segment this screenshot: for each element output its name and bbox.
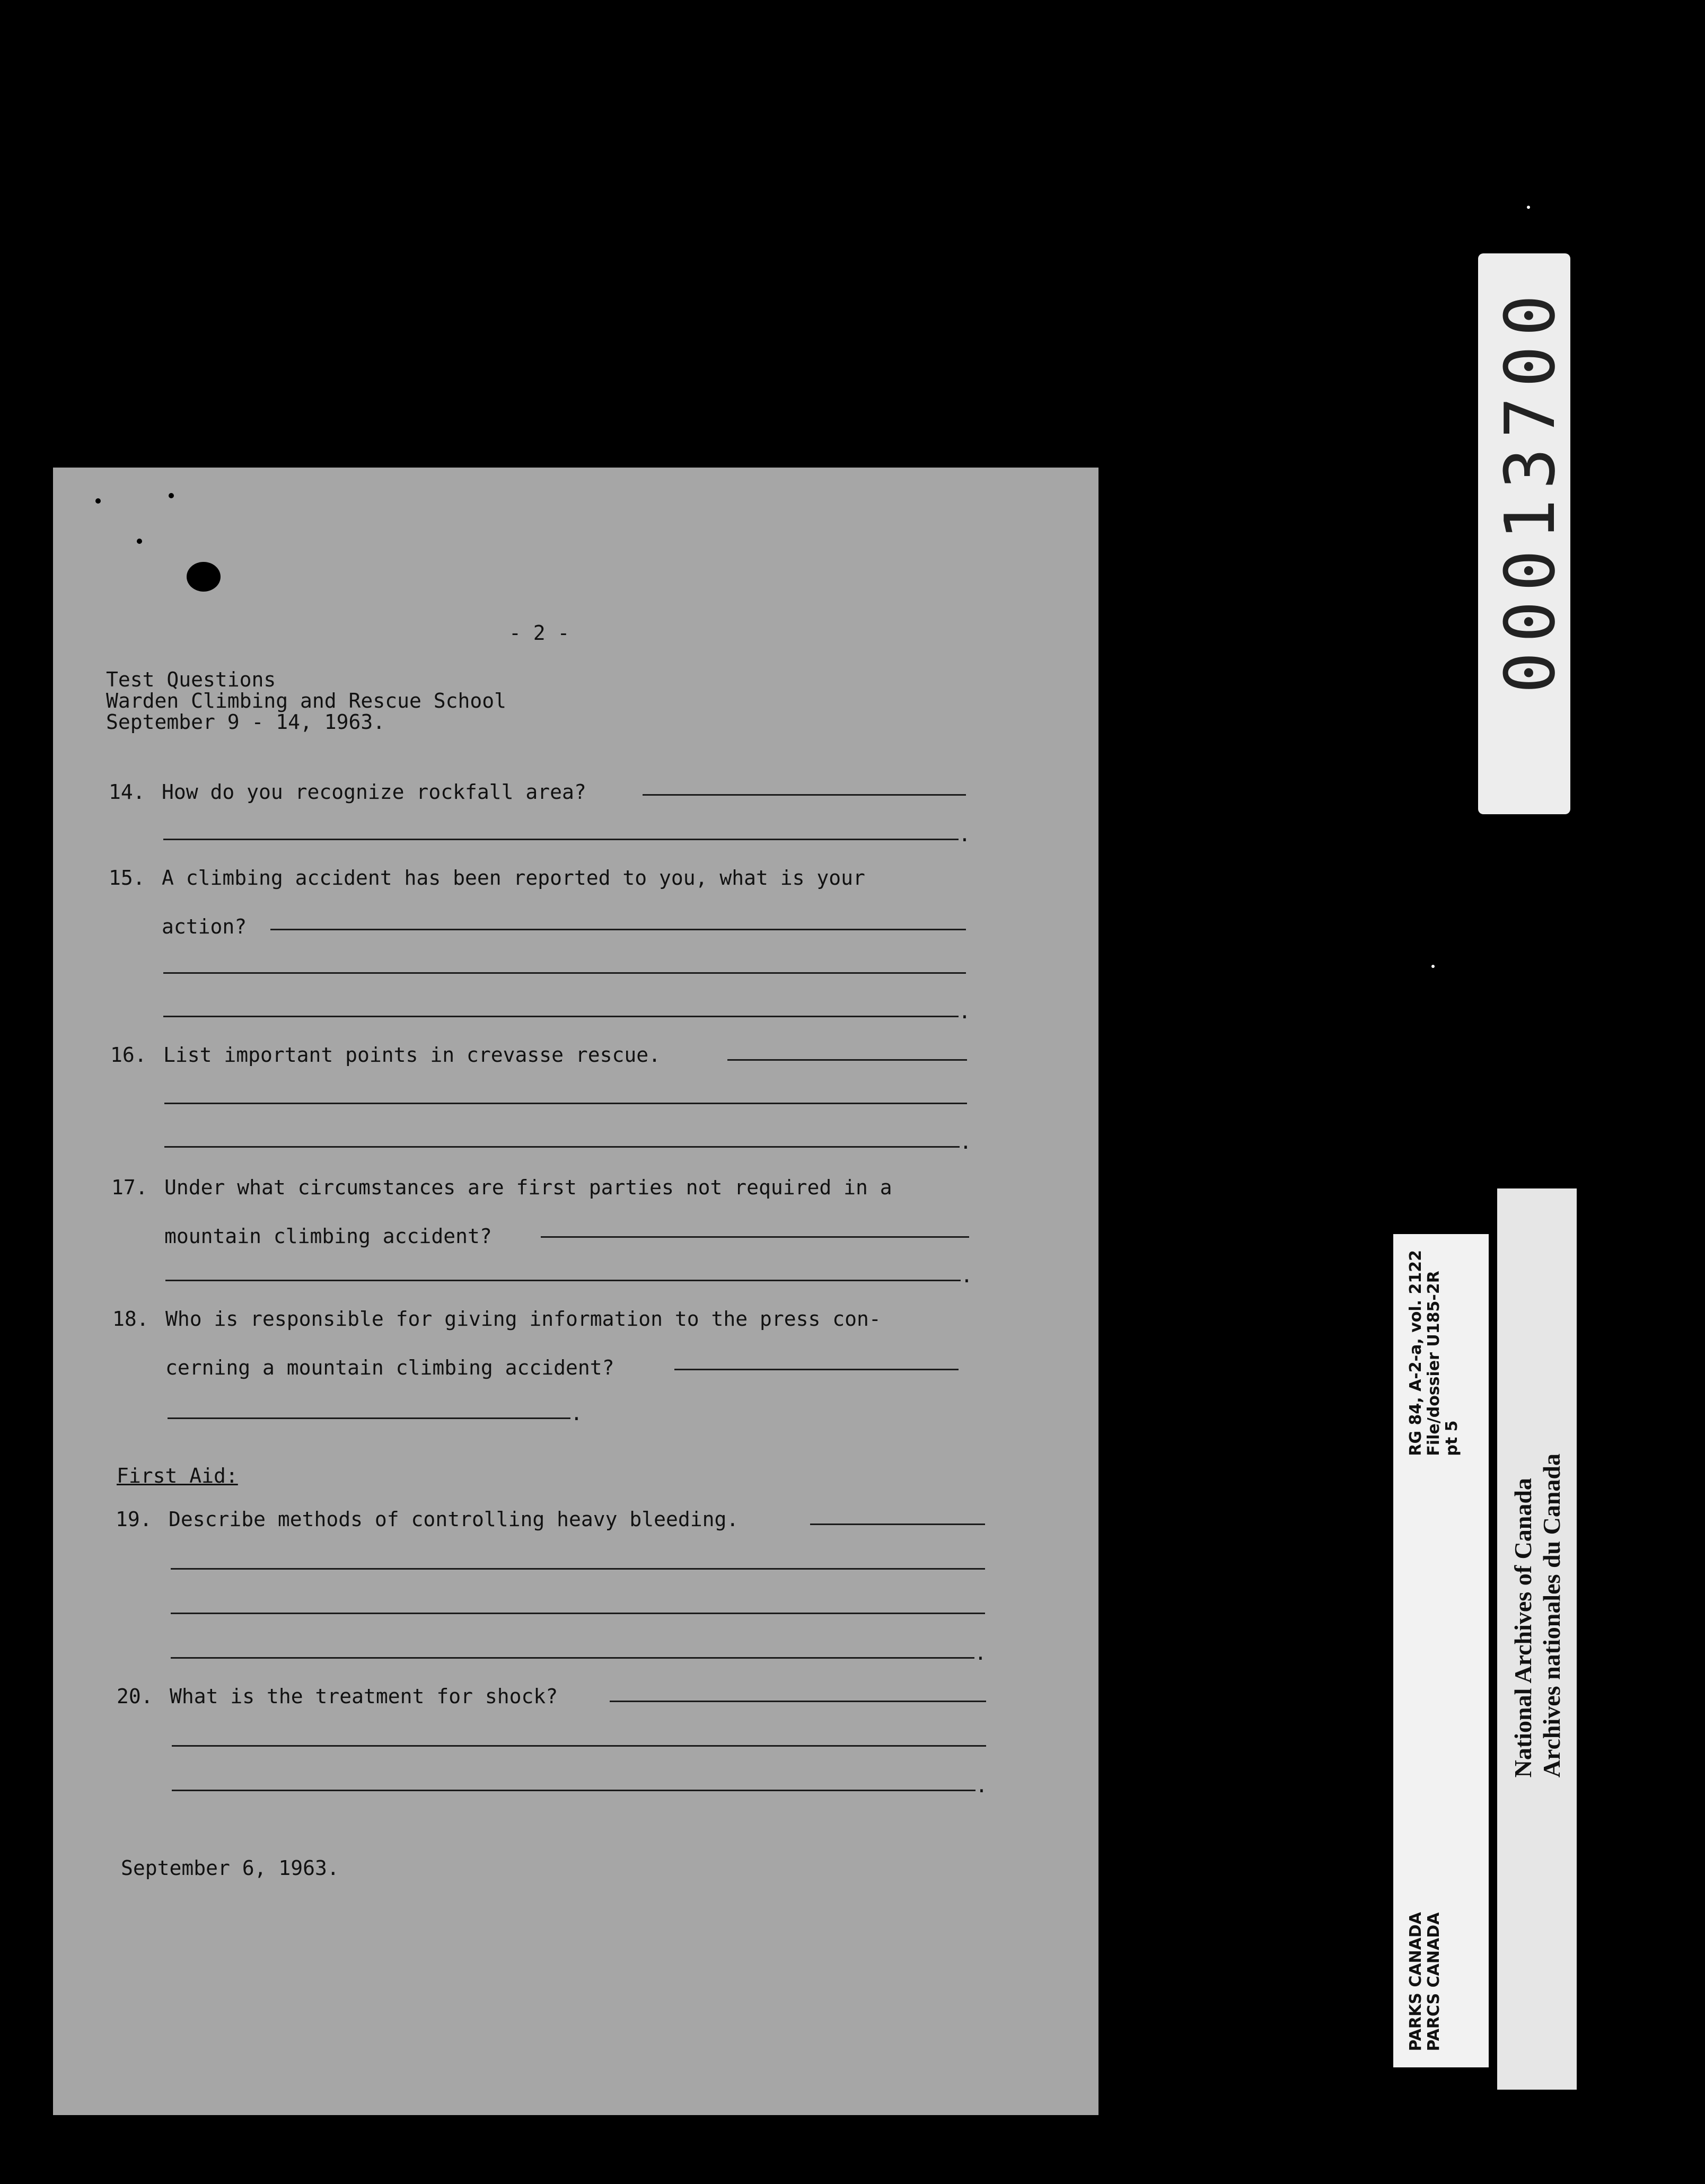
answer-line bbox=[610, 1701, 986, 1702]
question-number: 16. bbox=[110, 1043, 147, 1067]
question-text: List important points in crevasse rescue. bbox=[163, 1043, 661, 1067]
answer-line bbox=[172, 1745, 986, 1747]
question-number: 15. bbox=[109, 866, 145, 890]
answer-line bbox=[810, 1523, 985, 1525]
parks-canada-block bbox=[1407, 1912, 1443, 2051]
answer-line bbox=[171, 1568, 985, 1570]
reference-line: File/dossier U185-2R bbox=[1425, 1271, 1443, 1456]
answer-line bbox=[163, 839, 959, 840]
page-number: - 2 - bbox=[509, 621, 570, 645]
question-text: action? bbox=[162, 915, 247, 938]
speck-mark bbox=[169, 493, 174, 498]
national-archives-block bbox=[1509, 1454, 1566, 1777]
answer-line bbox=[163, 1016, 959, 1017]
section-heading-first-aid: First Aid: bbox=[117, 1464, 238, 1487]
question-number: 17. bbox=[111, 1176, 148, 1199]
period-mark: . bbox=[974, 1641, 987, 1665]
archives-line: National Archives of Canada bbox=[1509, 1478, 1536, 1778]
question-text: A climbing accident has been reported to you, what is your bbox=[162, 866, 865, 890]
period-mark: . bbox=[959, 823, 971, 846]
hole-punch-mark bbox=[187, 562, 221, 592]
answer-line bbox=[541, 1236, 969, 1238]
reference-block bbox=[1407, 1250, 1461, 1456]
period-mark: . bbox=[960, 1130, 972, 1153]
speck-mark bbox=[137, 539, 142, 544]
answer-line bbox=[674, 1369, 959, 1370]
frame-number: 00013700 bbox=[1490, 285, 1570, 694]
question-text: Under what circumstances are first parties not required in a bbox=[164, 1176, 892, 1199]
header-line: September 9 - 14, 1963. bbox=[106, 710, 385, 734]
speck-mark bbox=[95, 498, 101, 504]
question-text: mountain climbing accident? bbox=[164, 1225, 492, 1248]
answer-line bbox=[164, 1103, 967, 1104]
question-text: What is the treatment for shock? bbox=[170, 1685, 558, 1708]
national-archives-label bbox=[1497, 1188, 1577, 2090]
speck-mark bbox=[1431, 965, 1435, 968]
speck-mark bbox=[1527, 206, 1530, 209]
question-number: 20. bbox=[117, 1685, 153, 1708]
period-mark: . bbox=[959, 1000, 971, 1023]
answer-line bbox=[168, 1417, 570, 1419]
document-date: September 6, 1963. bbox=[121, 1856, 339, 1880]
answer-line bbox=[270, 929, 966, 930]
question-text: cerning a mountain climbing accident? bbox=[165, 1356, 614, 1379]
question-number: 19. bbox=[116, 1508, 152, 1531]
period-mark: . bbox=[961, 1264, 973, 1287]
answer-line bbox=[163, 972, 966, 974]
reference-line: RG 84, A-2-a, vol. 2122 bbox=[1407, 1250, 1425, 1456]
answer-line bbox=[171, 1613, 985, 1614]
reference-line: pt 5 bbox=[1443, 1420, 1461, 1456]
archive-reference-label bbox=[1393, 1234, 1489, 2067]
answer-line bbox=[165, 1280, 961, 1281]
answer-line bbox=[164, 1146, 960, 1148]
question-number: 18. bbox=[112, 1307, 149, 1331]
period-mark: . bbox=[570, 1402, 583, 1425]
document-header bbox=[106, 669, 506, 733]
answer-line bbox=[171, 1657, 974, 1659]
question-number: 14. bbox=[109, 780, 145, 804]
header-line: Warden Climbing and Rescue School bbox=[106, 689, 506, 712]
header-line: Test Questions bbox=[106, 668, 276, 691]
frame-number-tag bbox=[1478, 253, 1570, 814]
document-page bbox=[53, 468, 1098, 2115]
question-text: Who is responsible for giving information to the press con- bbox=[165, 1307, 881, 1331]
question-text: How do you recognize rockfall area? bbox=[162, 780, 586, 804]
period-mark: . bbox=[975, 1774, 988, 1797]
parks-line: PARKS CANADA bbox=[1407, 1912, 1425, 2051]
answer-line bbox=[643, 794, 966, 796]
archives-line: Archives nationales du Canada bbox=[1538, 1454, 1565, 1778]
question-text: Describe methods of controlling heavy bleeding. bbox=[169, 1508, 739, 1531]
answer-line bbox=[727, 1059, 967, 1061]
parks-line: PARCS CANADA bbox=[1425, 1913, 1443, 2051]
answer-line bbox=[172, 1790, 975, 1791]
